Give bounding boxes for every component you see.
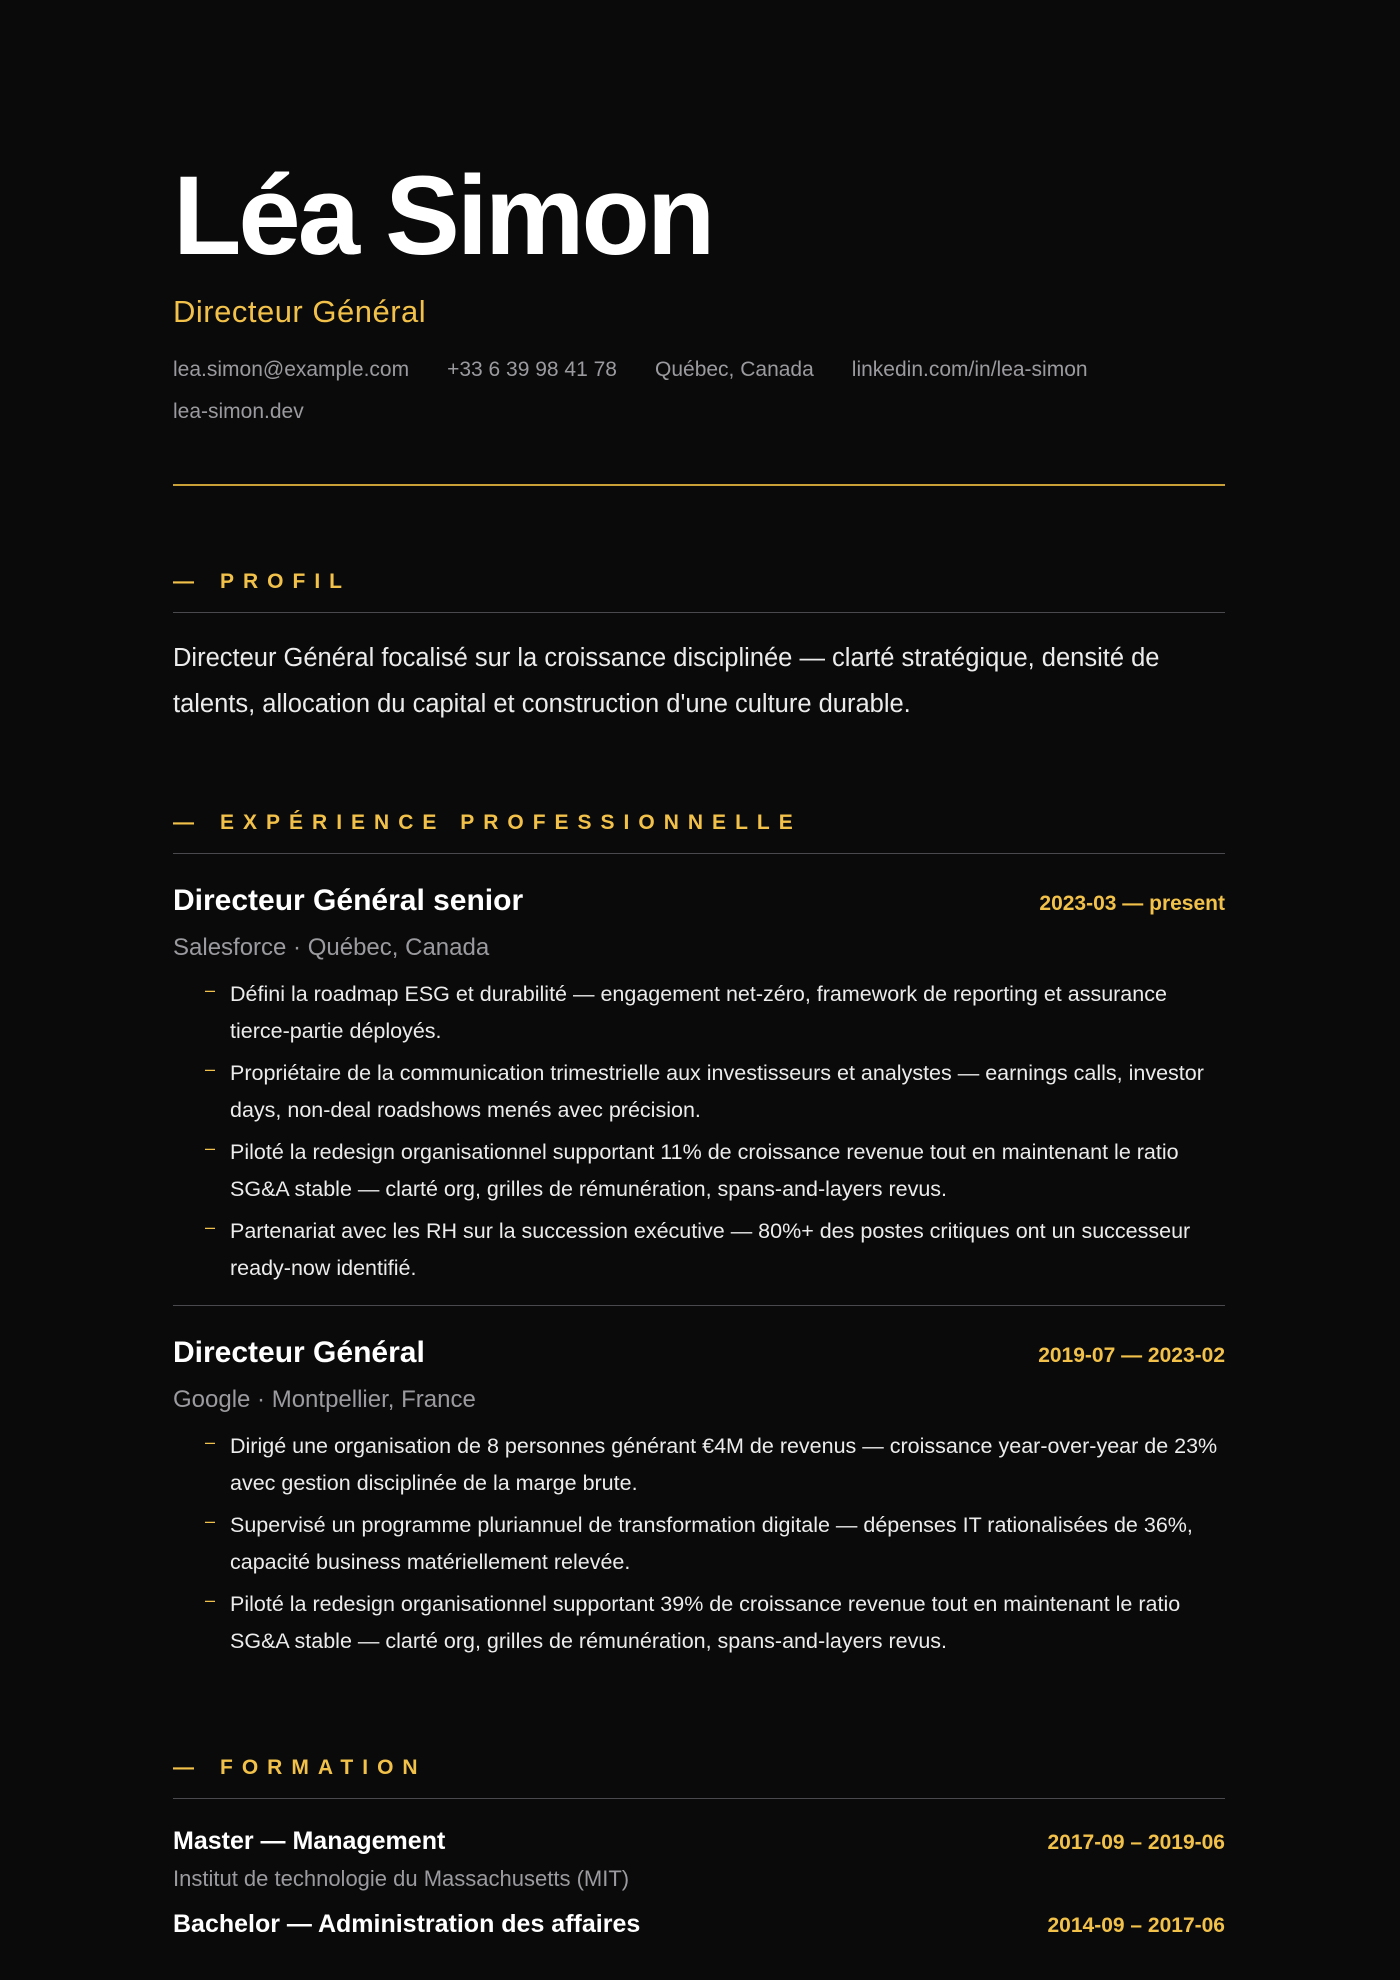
section-dash: —: [173, 1756, 194, 1779]
education-dates: 2014-09 – 2017-06: [1047, 1914, 1225, 1937]
job-company: Salesforce · Québec, Canada: [173, 934, 490, 961]
section-dash: —: [173, 570, 194, 593]
bullet-text: Propriétaire de la communication trimestrielle aux investisseurs et analystes — earnings calls, investor days, non-deal roadshows menés avec précision.: [230, 1061, 1204, 1122]
bullet-mark: –: [205, 1217, 216, 1237]
experience-item: [173, 854, 1225, 1287]
section-dash: —: [173, 811, 194, 834]
job-bullet: [205, 1134, 1225, 1208]
contact-email[interactable]: lea.simon@example.com: [173, 358, 410, 381]
bullet-text: Piloté la redesign organisationnel supportant 11% de croissance revenue tout en maintenant le ratio SG&A stable — clarté org, grilles de rémunération, spans-and-layers revus.: [230, 1140, 1179, 1201]
bullet-text: Défini la roadmap ESG et durabilité — engagement net-zéro, framework de reporting et assurance tierce-partie déployés.: [230, 982, 1167, 1043]
degree-name: Bachelor — Administration des affaires: [173, 1910, 641, 1938]
job-title: Directeur Général senior: [173, 884, 524, 917]
job-dates: 2019-07 — 2023-02: [1038, 1344, 1225, 1367]
degree-name: Master — Management: [173, 1827, 446, 1855]
contact-list: [173, 356, 1225, 426]
job-bullets: [173, 1428, 1225, 1660]
contact-location: Québec, Canada: [655, 358, 814, 381]
bullet-mark: –: [205, 1138, 216, 1158]
job-bullets: [173, 976, 1225, 1287]
bullet-text: Piloté la redesign organisationnel supportant 39% de croissance revenue tout en maintenant le ratio SG&A stable — clarté org, grilles de rémunération, spans-and-layers revus.: [230, 1592, 1181, 1653]
bullet-mark: –: [205, 1059, 216, 1079]
contact-website[interactable]: lea-simon.dev: [173, 400, 304, 423]
section-heading: [173, 570, 1225, 613]
education-section: [173, 1756, 1225, 1939]
bullet-mark: –: [205, 980, 216, 1000]
header-divider: [173, 484, 1225, 486]
job-bullet: [205, 976, 1225, 1050]
section-heading: [173, 811, 1225, 854]
job-company: Google · Montpellier, France: [173, 1386, 476, 1413]
education-item: [173, 1910, 1225, 1939]
school-name: Institut de technologie du Massachusetts (MIT): [173, 1866, 630, 1891]
experience-section: [173, 811, 1225, 1660]
contact-linkedin[interactable]: linkedin.com/in/lea-simon: [851, 358, 1088, 381]
bullet-text: Supervisé un programme pluriannuel de transformation digitale — dépenses IT rationalisées de 36%, capacité business matériellement relevée.: [230, 1513, 1193, 1574]
job-bullet: [205, 1055, 1225, 1129]
profile-heading: PROFIL: [220, 570, 351, 593]
section-heading: [173, 1756, 1225, 1799]
job-dates: 2023-03 — present: [1039, 892, 1225, 915]
contact-phone[interactable]: +33 6 39 98 41 78: [447, 358, 617, 381]
profile-summary: Directeur Général focalisé sur la croissance disciplinée — clarté stratégique, densité de talents, allocation du capital et construction d'une culture durable.: [173, 644, 1160, 718]
experience-heading: EXPÉRIENCE PROFESSIONNELLE: [220, 811, 802, 834]
education-dates: 2017-09 – 2019-06: [1047, 1831, 1225, 1854]
profile-section: [173, 570, 1225, 727]
bullet-mark: –: [205, 1511, 216, 1531]
job-bullet: [205, 1213, 1225, 1287]
education-heading: FORMATION: [220, 1756, 427, 1779]
bullet-mark: –: [205, 1590, 216, 1610]
resume-header: [173, 0, 1225, 486]
experience-item: [173, 1305, 1225, 1660]
job-bullet: [205, 1586, 1225, 1660]
education-item: [173, 1827, 1225, 1892]
job-bullet: [205, 1507, 1225, 1581]
bullet-text: Partenariat avec les RH sur la succession exécutive — 80%+ des postes critiques ont un successeur ready-now identifié.: [230, 1219, 1191, 1280]
bullet-text: Dirigé une organisation de 8 personnes générant €4M de revenus — croissance year-over-year de 23% avec gestion disciplinée de la marge brute.: [230, 1434, 1218, 1495]
job-title: Directeur Général: [173, 1336, 425, 1369]
job-bullet: [205, 1428, 1225, 1502]
bullet-mark: –: [205, 1432, 216, 1452]
candidate-title: Directeur Général: [173, 294, 427, 329]
candidate-name: Léa Simon: [173, 153, 713, 278]
